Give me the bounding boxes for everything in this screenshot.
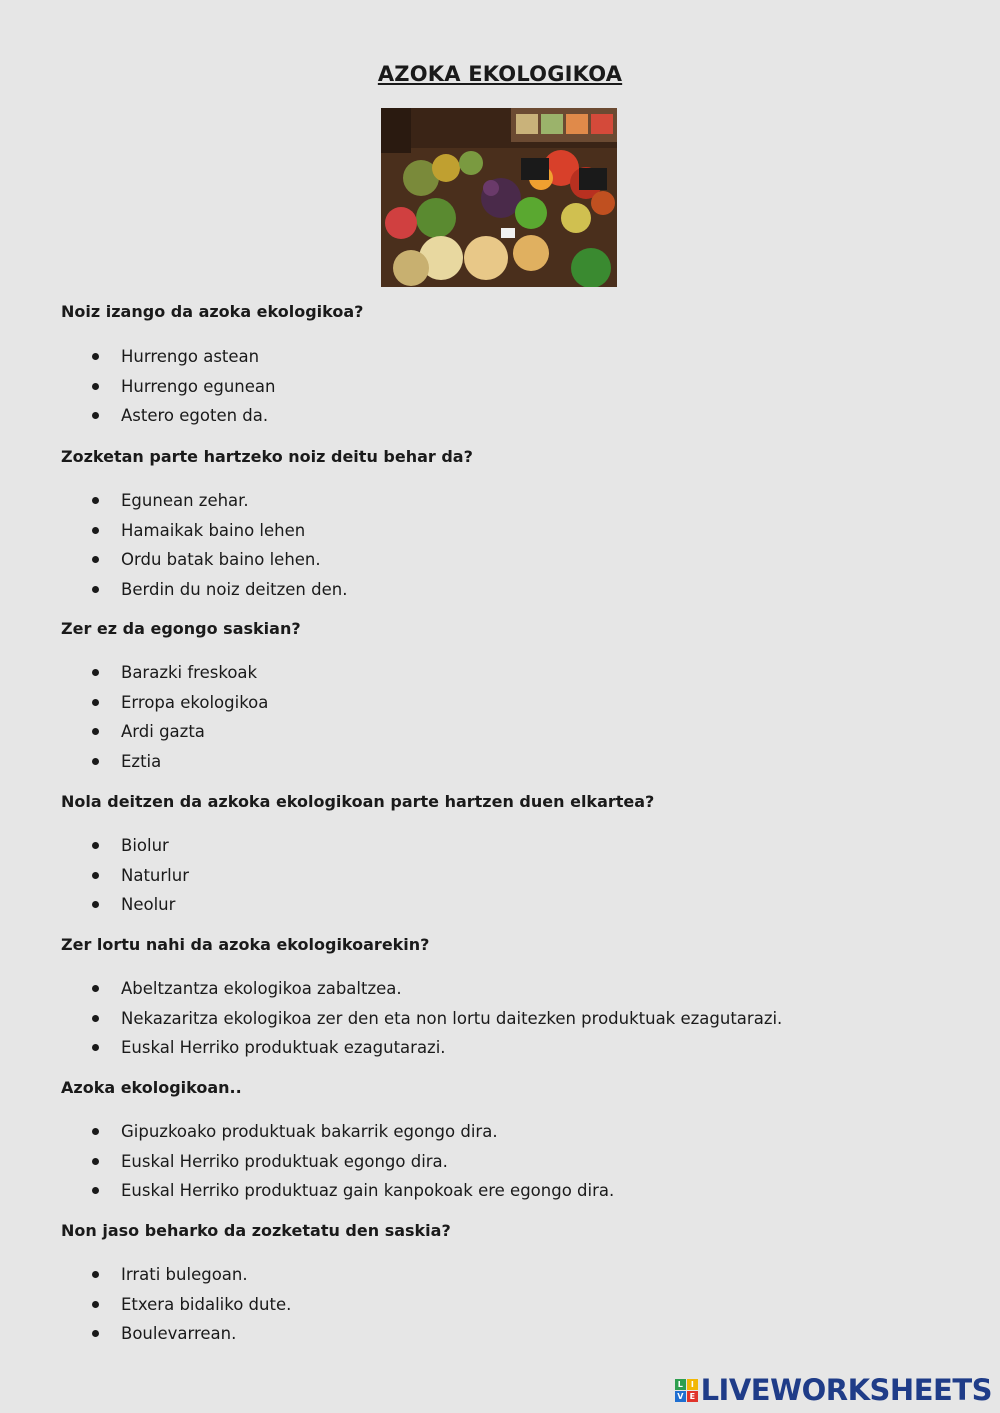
option[interactable]: Eztia bbox=[90, 747, 268, 777]
question-3: Zer ez da egongo saskian? bbox=[61, 619, 301, 638]
liveworksheets-logo-icon bbox=[675, 1379, 698, 1402]
options-5 bbox=[90, 974, 782, 1063]
option[interactable]: Berdin du noiz deitzen den. bbox=[90, 575, 347, 605]
option[interactable]: Egunean zehar. bbox=[90, 486, 347, 516]
option[interactable]: Neolur bbox=[90, 890, 189, 920]
option[interactable]: Etxera bidaliko dute. bbox=[90, 1290, 291, 1320]
question-7: Non jaso beharko da zozketatu den saskia? bbox=[61, 1221, 451, 1240]
question-6: Azoka ekologikoan.. bbox=[61, 1078, 242, 1097]
option[interactable]: Euskal Herriko produktuak ezagutarazi. bbox=[90, 1033, 782, 1063]
logo-letter: I bbox=[687, 1379, 698, 1390]
bullet-icon bbox=[92, 985, 99, 992]
bullet-icon bbox=[92, 669, 99, 676]
option[interactable]: Hurrengo egunean bbox=[90, 372, 275, 402]
option[interactable]: Irrati bulegoan. bbox=[90, 1260, 291, 1290]
market-produce-photo bbox=[381, 108, 617, 287]
bullet-icon bbox=[92, 527, 99, 534]
bullet-icon bbox=[92, 1187, 99, 1194]
bullet-icon bbox=[92, 1271, 99, 1278]
bullet-icon bbox=[92, 1044, 99, 1051]
option[interactable]: Boulevarrean. bbox=[90, 1319, 291, 1349]
bullet-icon bbox=[92, 1128, 99, 1135]
bullet-icon bbox=[92, 586, 99, 593]
options-7 bbox=[90, 1260, 291, 1349]
logo-letter: V bbox=[675, 1391, 686, 1402]
bullet-icon bbox=[92, 758, 99, 765]
bullet-icon bbox=[92, 497, 99, 504]
option[interactable]: Hurrengo astean bbox=[90, 342, 275, 372]
brand-text: LIVEWORKSHEETS bbox=[700, 1373, 992, 1407]
bullet-icon bbox=[92, 901, 99, 908]
options-2 bbox=[90, 486, 347, 604]
page-title: AZOKA EKOLOGIKOA bbox=[377, 62, 623, 86]
bullet-icon bbox=[92, 383, 99, 390]
bullet-icon bbox=[92, 556, 99, 563]
options-3 bbox=[90, 658, 268, 776]
bullet-icon bbox=[92, 412, 99, 419]
option[interactable]: Hamaikak baino lehen bbox=[90, 516, 347, 546]
bullet-icon bbox=[92, 842, 99, 849]
option[interactable]: Erropa ekologikoa bbox=[90, 688, 268, 718]
option[interactable]: Ordu batak baino lehen. bbox=[90, 545, 347, 575]
logo-letter: L bbox=[675, 1379, 686, 1390]
option[interactable]: Euskal Herriko produktuaz gain kanpokoak ere egongo dira. bbox=[90, 1176, 614, 1206]
logo-letter: E bbox=[687, 1391, 698, 1402]
bullet-icon bbox=[92, 353, 99, 360]
options-6 bbox=[90, 1117, 614, 1206]
question-5: Zer lortu nahi da azoka ekologikoarekin? bbox=[61, 935, 430, 954]
bullet-icon bbox=[92, 699, 99, 706]
option[interactable]: Euskal Herriko produktuak egongo dira. bbox=[90, 1147, 614, 1177]
options-4 bbox=[90, 831, 189, 920]
bullet-icon bbox=[92, 1330, 99, 1337]
bullet-icon bbox=[92, 1301, 99, 1308]
question-4: Nola deitzen da azkoka ekologikoan parte hartzen duen elkartea? bbox=[61, 792, 655, 811]
option[interactable]: Ardi gazta bbox=[90, 717, 268, 747]
option[interactable]: Biolur bbox=[90, 831, 189, 861]
option[interactable]: Naturlur bbox=[90, 861, 189, 891]
question-2: Zozketan parte hartzeko noiz deitu behar da? bbox=[61, 447, 473, 466]
liveworksheets-brand[interactable] bbox=[675, 1373, 992, 1407]
option[interactable]: Barazki freskoak bbox=[90, 658, 268, 688]
bullet-icon bbox=[92, 728, 99, 735]
option[interactable]: Nekazaritza ekologikoa zer den eta non lortu daitezken produktuak ezagutarazi. bbox=[90, 1004, 782, 1034]
question-1: Noiz izango da azoka ekologikoa? bbox=[61, 302, 364, 321]
bullet-icon bbox=[92, 1158, 99, 1165]
option[interactable]: Abeltzantza ekologikoa zabaltzea. bbox=[90, 974, 782, 1004]
bullet-icon bbox=[92, 872, 99, 879]
option[interactable]: Gipuzkoako produktuak bakarrik egongo dira. bbox=[90, 1117, 614, 1147]
bullet-icon bbox=[92, 1015, 99, 1022]
option[interactable]: Astero egoten da. bbox=[90, 401, 275, 431]
options-1 bbox=[90, 342, 275, 431]
